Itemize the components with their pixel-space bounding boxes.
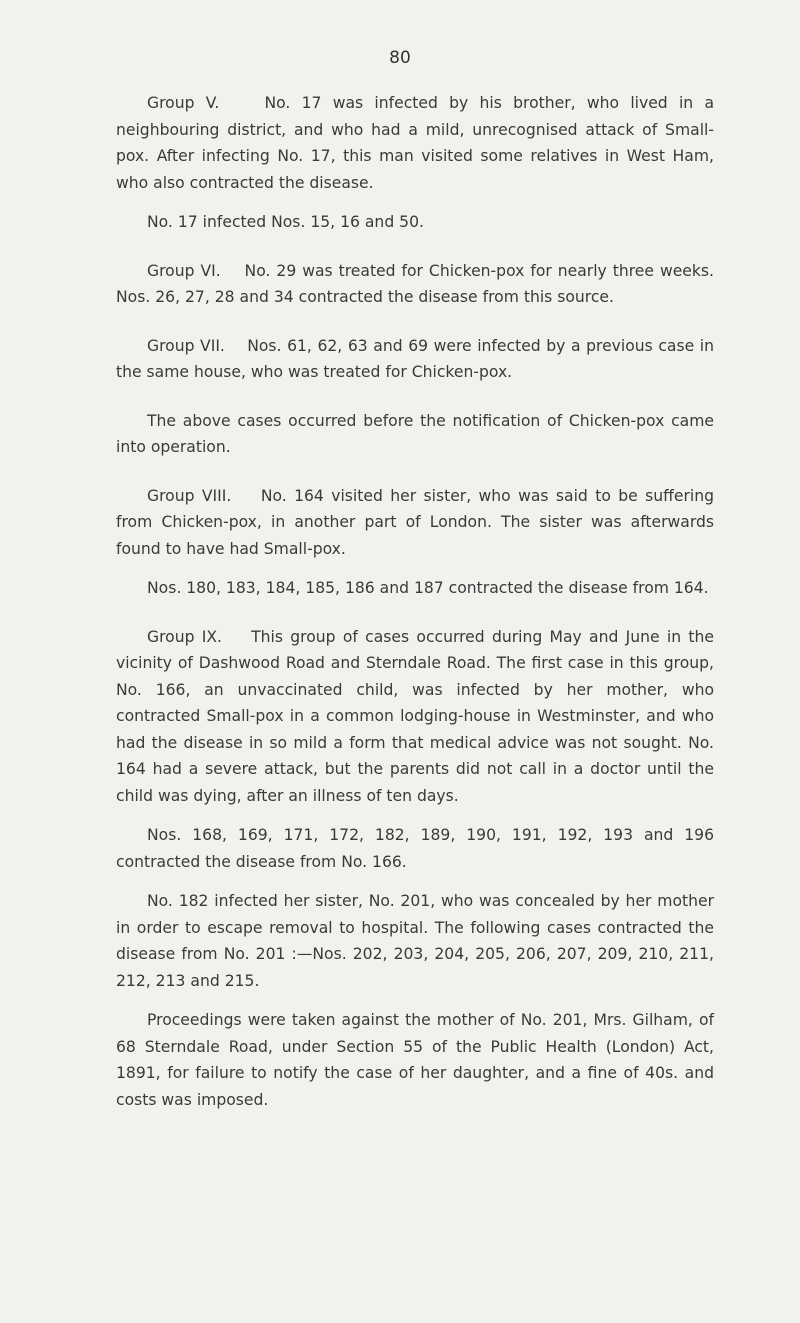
paragraph-group-vii	[116, 333, 714, 386]
page-number: 80	[389, 48, 411, 68]
paragraph-text: Nos. 168, 169, 171, 172, 182, 189, 190, 191, 192, 193 and 196 contracted the disease from No. 166.	[116, 826, 714, 871]
paragraph-group-vi	[116, 258, 714, 311]
paragraph-text: No. 164 visited her sister, who was said to be suffering from Chicken-pox, in another part of London. The sister was afterwards found to have had Small-pox.	[116, 486, 714, 558]
paragraph	[116, 575, 714, 602]
group-label: Group IX.	[147, 627, 222, 646]
paragraph	[116, 822, 714, 875]
paragraph	[116, 209, 714, 236]
paragraph-text: No. 29 was treated for Chicken-pox for nearly three weeks. Nos. 26, 27, 28 and 34 contracted the disease from this source.	[116, 261, 714, 306]
paragraph-group-viii	[116, 483, 714, 563]
group-label: Group VI.	[147, 261, 221, 280]
paragraph	[116, 408, 714, 461]
paragraph-group-ix	[116, 624, 714, 810]
paragraph-text: Proceedings were taken against the mother of No. 201, Mrs. Gilham, of 68 Sterndale Road, under Section 55 of the Public Health (London) Act, 1891, for failure to notify the case of her daughter, and a fine of 40s. and costs was imposed.	[116, 1011, 714, 1109]
group-label: Group V.	[147, 94, 220, 112]
paragraph-text: The above cases occurred before the notification of Chicken-pox came into operation.	[116, 411, 714, 456]
paragraph-text: No. 17 infected Nos. 15, 16 and 50.	[147, 213, 424, 231]
paragraph-group-v	[116, 90, 714, 196]
document-body	[116, 90, 714, 1126]
group-label: Group VII.	[147, 336, 225, 355]
paragraph-text: No. 17 was infected by his brother, who lived in a neighbouring district, and who had a mild, unrecognised attack of Small-pox. After infecting No. 17, this man visited some relatives in West Ham, who also contracted the disease.	[116, 94, 715, 192]
paragraph-text: This group of cases occurred during May and June in the vicinity of Dashwood Road and Sterndale Road. The first case in this group, No. 166, an unvaccinated child, was infected by her mother, who contracted Small-pox in a common lodging-house in Westminster, and who had the disease in so mild a form that medical advice was not sought. No. 164 had a severe attack, but the parents did not call in a doctor until the child was dying, after an illness of ten days.	[116, 627, 715, 805]
group-label: Group VIII.	[147, 486, 232, 505]
paragraph	[116, 888, 714, 994]
paragraph-text: Nos. 180, 183, 184, 185, 186 and 187 contracted the disease from 164.	[147, 579, 709, 597]
paragraph	[116, 1007, 714, 1113]
paragraph-text: No. 182 infected her sister, No. 201, who was concealed by her mother in order to escape removal to hospital. The following cases contracted the disease from No. 201 :—Nos. 202, 203, 204, 205, 206, 207, 209, 210, 211, 212, 213 and 215.	[116, 892, 714, 990]
paragraph-text: Nos. 61, 62, 63 and 69 were infected by a previous case in the same house, who was treated for Chicken-pox.	[116, 336, 714, 381]
